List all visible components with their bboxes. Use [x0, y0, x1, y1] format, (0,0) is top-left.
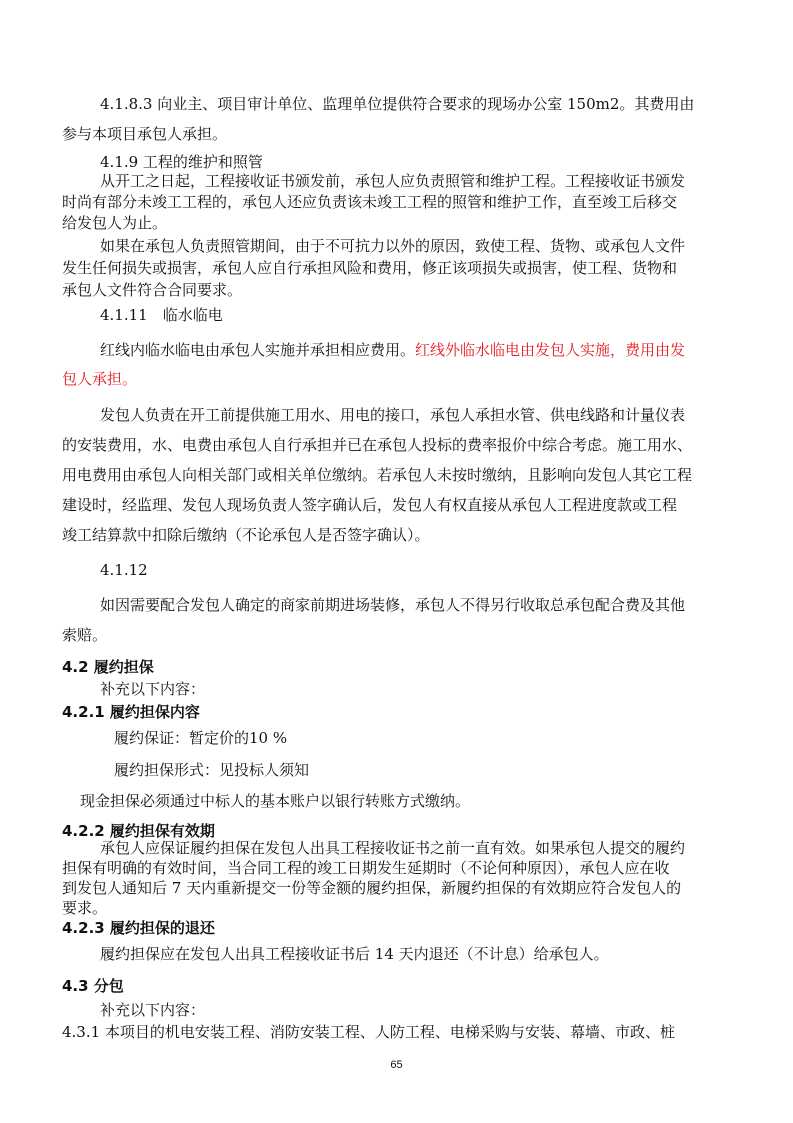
section-heading: 4.2.2 履约担保有效期	[62, 822, 215, 840]
text-line: 承包人应保证履约担保在发包人出具工程接收证书之前一直有效。如果承包人提交的履约	[100, 839, 686, 857]
section-heading: 4.2.1 履约担保内容	[62, 703, 200, 721]
highlighted-text: 包人承担。	[62, 370, 138, 388]
text-line: 如果在承包人负责照管期间，由于不可抗力以外的原因，致使工程、货物、或承包人文件	[100, 237, 686, 255]
text-line: 履约担保形式：见投标人须知	[114, 761, 310, 779]
text-line: 4.3.1 本项目的机电安装工程、消防安装工程、人防工程、电梯采购与安装、幕墙、市政、桩	[62, 1023, 675, 1041]
text-line: 要求。	[62, 899, 108, 917]
text-line: 如因需要配合发包人确定的商家前期进场装修，承包人不得另行收取总承包配合费及其他	[100, 596, 686, 614]
text-line: 时尚有部分未竣工工程的，承包人还应负责该未竣工工程的照管和维护工作，直至竣工后移交	[62, 193, 678, 211]
text-line: 担保有明确的有效时间，当合同工程的竣工日期发生延期时（不论何种原因），承包人应在收	[62, 859, 670, 877]
text-line: 到发包人通知后 7 天内重新提交一份等金额的履约担保，新履约担保的有效期应符合发包人的	[62, 879, 682, 897]
highlighted-text: 红线外临水临电由发包人实施，费用由发	[415, 341, 686, 359]
text-line: 参与本项目承包人承担。	[62, 125, 228, 143]
text-line: 履约保证：暂定价的10 %	[114, 729, 288, 747]
text-line: 承包人文件符合合同要求。	[62, 281, 243, 299]
text-line: 发包人负责在开工前提供施工用水、用电的接口，承包人承担水管、供电线路和计量仪表	[100, 406, 686, 424]
text-line: 的安装费用，水、电费由承包人自行承担并已在承包人投标的费率报价中综合考虑。施工用水、	[62, 436, 693, 454]
text-line-mixed	[100, 340, 685, 360]
text-line: 竣工结算款中扣除后缴纳（不论承包人是否签字确认）。	[62, 526, 430, 544]
section-heading: 4.3 分包	[62, 977, 124, 995]
text-line: 从开工之日起，工程接收证书颁发前，承包人应负责照管和维护工程。工程接收证书颁发	[100, 172, 686, 190]
text-line: 发生任何损失或损害，承包人应自行承担风险和费用，修正该项损失或损害，使工程、货物和	[62, 259, 678, 277]
section-heading: 4.1.12	[100, 561, 148, 579]
text-line: 索赔。	[62, 626, 108, 644]
section-heading: 4.2 履约担保	[62, 658, 154, 676]
text-line: 用电费用由承包人向相关部门或相关单位缴纳。若承包人未按时缴纳，且影响向发包人其它工程	[62, 466, 693, 484]
text-line: 4.1.8.3 向业主、项目审计单位、监理单位提供符合要求的现场办公室 150m2。其费用由	[100, 95, 695, 113]
section-heading: 4.1.11 临水临电	[100, 306, 223, 324]
text-line: 补充以下内容：	[100, 680, 206, 698]
section-heading: 4.2.3 履约担保的退还	[62, 919, 215, 937]
text-span: 红线内临水临电由承包人实施并承担相应费用。	[100, 341, 416, 359]
text-line: 补充以下内容：	[100, 1001, 206, 1019]
text-line: 现金担保必须通过中标人的基本账户以银行转账方式缴纳。	[80, 792, 471, 810]
text-line: 履约担保应在发包人出具工程接收证书后 14 天内退还（不计息）给承包人。	[100, 945, 609, 963]
page-number: 65	[390, 1059, 403, 1071]
section-heading: 4.1.9 工程的维护和照管	[100, 153, 263, 171]
text-line: 给发包人为止。	[62, 214, 168, 232]
text-line: 建设时，经监理、发包人现场负责人签字确认后，发包人有权直接从承包人工程进度款或工程	[62, 496, 678, 514]
